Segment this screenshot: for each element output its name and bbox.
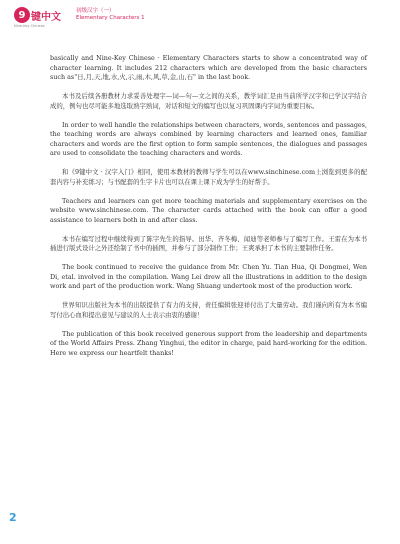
paragraph-cn-5: 世界知识出版社为本书的出版提供了有力的支持，责任编辑张迎祥付出了大量劳动。我们谨向所有为本书编写付出心血和提出意见与建议的人士表示由衷的感谢！ xyxy=(50,301,367,319)
course-title-en: Elementary Characters 1 xyxy=(76,15,145,21)
paragraph-cn-2: 本书及后续各册教材力求妥善处理字—词—句—文之间的关系，教学词汇是由当前所学汉字和已学汉字结合成的，例句也尽可能多地选取熟字熟词，对话和短文的编写也以复习巩固课内字词为重要目标。 xyxy=(50,92,367,110)
page-number: 2 xyxy=(9,511,17,524)
course-title xyxy=(76,8,145,22)
body-text xyxy=(50,54,367,368)
paragraph-en-5: The publication of this book received generous support from the leadership and departments of the World Affairs Press. Zhang Yinghui, the editor in charge, paid hard-working for the edition. Here we express our heartfelt thanks! xyxy=(50,329,368,357)
paragraph-en-2: In order to well handle the relationships between characters, words, sentences and passages, the teaching words are always combined by learning characters and learned ones, familiar characters and words are the first option to form sample sentences, the dialogues and passages are used to consolidate the teaching characters and words. xyxy=(50,120,367,157)
paragraph-en-4: The book continued to receive the guidance from Mr. Chen Yu. Tian Hua, Qi Dongmei, Wen Di, etal. involved in the compilation. Wang Lei drew all the illustrations in addition to the design work and part of the production work. Wang Shuang undertook most of the production work. xyxy=(50,263,367,290)
brand-name: 键中文 xyxy=(31,11,61,23)
brand-subtitle: Nine-Key Chinese xyxy=(14,24,45,28)
paragraph-en-3: Teachers and learners can get more teaching materials and supplementary exercises on the website www.sinchinese.com. The character cards attached with the book can offer a good assistance to learners both in and after class. xyxy=(50,196,367,224)
paragraph-cn-4: 本书在编写过程中继续得到了陈字先生的指导。田华、齐冬梅、闻迪等老师参与了编写工作。王雷在为本书插进行版式设计之外还绘制了书中的插图，并参与了部分制作工作；王爽承担了本书的主要制作任务。 xyxy=(50,234,367,252)
page-header xyxy=(14,5,394,45)
paragraph-en-1: basically and Nine-Key Chinese · Elementary Characters starts to show a concentrated way of character learning. It includes 212 characters which are developed from the basic characters such as"日,月,天,地,水,火,示,雨,木,风,草,金,山,石" in the last book. xyxy=(50,54,367,81)
nine-logo-icon: 9 xyxy=(14,7,30,23)
course-title-cn: 初级汉字（一） xyxy=(76,8,115,14)
paragraph-cn-3: 和《9键中文 · 汉字入门》相同，使用本教材的教师与学生可以在www.sinchinese.com上浏览到更多的配套内容与补充练习；与书配套的生字卡片也可以在课上课下成为学生的好帮手。 xyxy=(50,168,367,186)
brand-logo xyxy=(14,7,61,23)
